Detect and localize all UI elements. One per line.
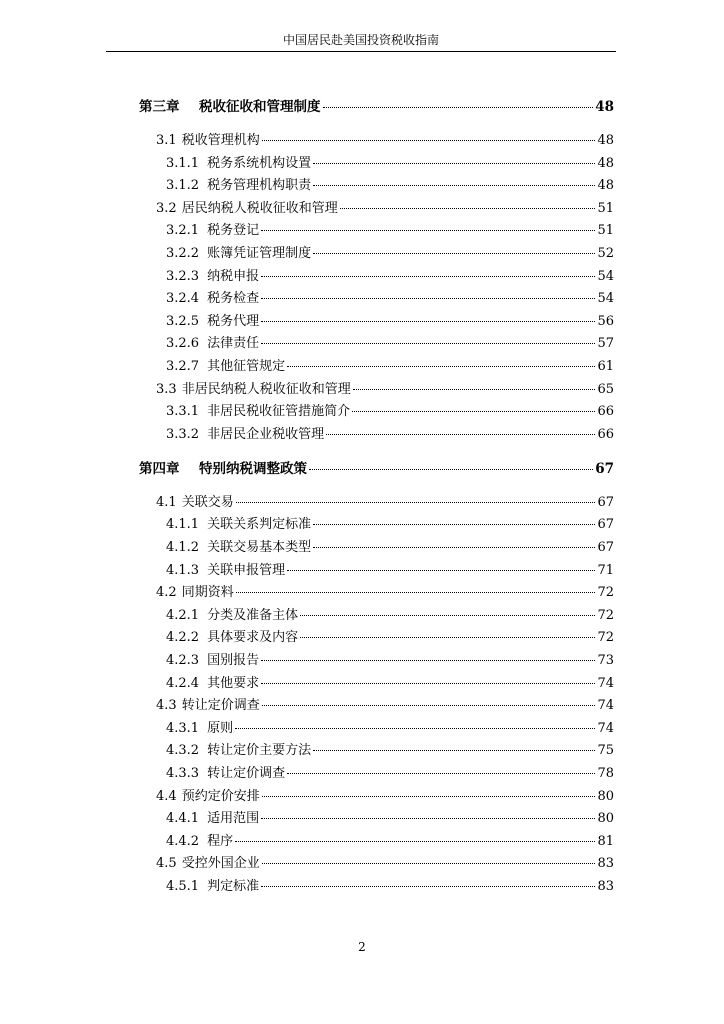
toc-entry-title: 纳税申报 (207, 268, 260, 284)
toc-entry-page: 61 (597, 359, 614, 374)
running-header: 中国居民赴美国投资税收指南 (282, 33, 439, 47)
toc-entry-title: 税务管理机构职责 (207, 178, 312, 194)
toc-entry-page: 74 (597, 698, 614, 714)
toc-subsection-entry[interactable] (166, 878, 614, 896)
dot-leader (261, 817, 595, 819)
toc-entry-number: 4.3.1 (166, 720, 200, 736)
dot-leader (313, 749, 595, 751)
toc-subsection-entry[interactable] (166, 177, 614, 195)
toc-entry-title: 转让定价调查 (181, 698, 260, 714)
dot-leader (353, 388, 596, 390)
toc-entry-page: 80 (597, 811, 614, 827)
toc-entry-title: 其他征管规定 (207, 359, 286, 374)
toc-section-entry[interactable] (156, 494, 614, 512)
toc-entry-number: 3.1.1 (166, 155, 200, 171)
toc-entry-page: 67 (595, 460, 614, 477)
toc-entry-number: 4.3 (156, 698, 177, 714)
dot-leader (352, 410, 595, 412)
toc-entry-title: 适用范围 (207, 811, 260, 827)
toc-entry-title: 关联交易 (181, 494, 234, 510)
toc-subsection-entry[interactable] (166, 222, 614, 240)
toc-entry-number: 4.3.2 (166, 743, 200, 759)
toc-section-entry[interactable] (156, 584, 614, 602)
toc-entry-number: 第四章 (139, 460, 180, 477)
toc-entry-page: 66 (597, 426, 614, 442)
toc-entry-title: 账簿凭证管理制度 (207, 246, 312, 261)
dot-leader (313, 252, 595, 254)
toc-subsection-entry[interactable] (166, 358, 614, 376)
toc-subsection-entry[interactable] (166, 516, 614, 534)
toc-entry-page: 83 (597, 856, 614, 872)
toc-entry-number: 4.2.4 (166, 675, 200, 691)
dot-leader (313, 184, 595, 186)
dot-leader (261, 275, 595, 277)
toc-entry-number: 4.5.1 (166, 879, 200, 894)
toc-subsection-entry[interactable] (166, 720, 614, 738)
toc-entry-number: 4.4.2 (166, 833, 200, 849)
toc-entry-page: 54 (597, 291, 614, 307)
dot-leader (261, 297, 595, 299)
toc-entry-title: 具体要求及内容 (207, 630, 299, 646)
toc-entry-number: 4.1.3 (166, 562, 200, 578)
toc-entry-page: 72 (597, 607, 614, 623)
toc-subsection-entry[interactable] (166, 742, 614, 760)
toc-entry-title: 国别报告 (207, 653, 260, 668)
page-number: 2 (358, 940, 366, 954)
dot-leader (326, 433, 595, 435)
toc-entry-title: 税收管理机构 (181, 133, 260, 148)
toc-entry-page: 71 (597, 562, 614, 578)
toc-entry-title: 税务登记 (207, 223, 260, 239)
dot-leader (261, 885, 595, 887)
dot-leader (262, 139, 596, 141)
toc-entry-title: 非居民纳税人税收征收和管理 (181, 381, 351, 397)
toc-subsection-entry[interactable] (166, 245, 614, 263)
dot-leader (261, 229, 595, 231)
toc-entry-number: 3.2.3 (166, 268, 200, 284)
toc-entry-title: 非居民企业税收管理 (207, 426, 325, 442)
toc-subsection-entry[interactable] (166, 810, 614, 828)
toc-entry-page: 74 (597, 720, 614, 736)
dot-leader (235, 840, 595, 842)
toc-subsection-entry[interactable] (166, 403, 614, 421)
dot-leader (261, 682, 595, 684)
toc-entry-number: 3.3.2 (166, 426, 200, 442)
dot-leader (262, 795, 596, 797)
toc-entry-number: 4.1.1 (166, 517, 200, 533)
toc-subsection-entry[interactable] (166, 539, 614, 557)
dot-leader (313, 523, 595, 525)
toc-entry-page: 73 (597, 653, 614, 668)
toc-entry-number: 3.2.1 (166, 223, 200, 239)
toc-entry-title: 预约定价安排 (181, 788, 260, 804)
toc-entry-number: 4.1 (156, 494, 177, 510)
toc-entry-title: 居民纳税人税收征收和管理 (181, 200, 338, 216)
dot-leader (300, 614, 595, 616)
toc-entry-page: 52 (597, 246, 614, 261)
toc-entry-number: 4.2.2 (166, 630, 200, 646)
dot-leader (323, 106, 594, 108)
toc-entry-title: 判定标准 (207, 879, 260, 894)
toc-section-entry[interactable] (156, 788, 614, 806)
dot-leader (261, 342, 595, 344)
toc-entry-page: 80 (597, 788, 614, 804)
toc-entry-title: 原则 (207, 720, 234, 736)
toc-subsection-entry[interactable] (166, 675, 614, 693)
toc-entry-title: 同期资料 (181, 585, 234, 601)
toc-entry-page: 83 (597, 879, 614, 894)
toc-subsection-entry[interactable] (166, 652, 614, 670)
toc-entry-title: 转让定价主要方法 (207, 743, 312, 759)
toc-entry-number: 3.2 (156, 200, 177, 216)
toc-subsection-entry[interactable] (166, 290, 614, 308)
dot-leader (287, 569, 595, 571)
dot-leader (236, 591, 596, 593)
toc-entry-title: 分类及准备主体 (207, 607, 299, 623)
toc-entry-number: 4.1.2 (166, 540, 200, 555)
toc-section-entry[interactable] (156, 697, 614, 715)
toc-subsection-entry[interactable] (166, 155, 614, 173)
toc-entry-title: 转让定价调查 (207, 766, 286, 781)
toc-entry-title: 关联关系判定标准 (207, 517, 312, 533)
dot-leader (236, 501, 596, 503)
toc-entry-page: 48 (595, 99, 614, 115)
toc-entry-page: 67 (597, 494, 614, 510)
toc-entry-page: 56 (597, 313, 614, 329)
toc-entry-title: 关联交易基本类型 (207, 540, 312, 555)
toc-entry-number: 3.2.6 (166, 336, 200, 352)
toc-entry-page: 65 (597, 381, 614, 397)
toc-entry-title: 关联申报管理 (207, 562, 286, 578)
toc-entry-title: 税务检查 (207, 291, 260, 307)
toc-entry-number: 4.2.1 (166, 607, 200, 623)
toc-entry-page: 67 (597, 517, 614, 533)
toc-entry-page: 51 (597, 223, 614, 239)
toc-subsection-entry[interactable] (166, 833, 614, 851)
toc-entry-page: 78 (597, 766, 614, 781)
toc-entry-page: 66 (597, 404, 614, 420)
toc-entry-number: 3.2.2 (166, 246, 200, 261)
dot-leader (262, 862, 596, 864)
toc-entry-number: 4.5 (156, 856, 177, 872)
toc-section-entry[interactable] (156, 855, 614, 873)
toc-entry-number: 4.3.3 (166, 766, 200, 781)
toc-entry-title: 税务系统机构设置 (207, 155, 312, 171)
dot-leader (287, 365, 595, 367)
toc-entry-number: 3.3.1 (166, 404, 200, 420)
toc-entry-number: 第三章 (139, 99, 180, 115)
dot-leader (300, 636, 595, 638)
dot-leader (313, 546, 595, 548)
dot-leader (261, 659, 595, 661)
toc-entry-title: 法律责任 (207, 336, 260, 352)
toc-entry-page: 72 (597, 630, 614, 646)
header-rule (106, 51, 616, 52)
toc-entry-number: 3.2.4 (166, 291, 200, 307)
toc-entry-title: 其他要求 (207, 675, 260, 691)
toc-subsection-entry[interactable] (166, 335, 614, 353)
toc-entry-title: 程序 (207, 833, 234, 849)
toc-section-entry[interactable] (156, 132, 614, 150)
toc-entry-page: 48 (597, 133, 614, 148)
toc-entry-page: 48 (597, 178, 614, 194)
toc-entry-number: 3.2.7 (166, 359, 200, 374)
toc-entry-number: 4.2.3 (166, 653, 200, 668)
toc-entry-page: 51 (597, 200, 614, 216)
toc-section-entry[interactable] (156, 200, 614, 218)
toc-entry-page: 54 (597, 268, 614, 284)
toc-subsection-entry[interactable] (166, 268, 614, 286)
toc-entry-page: 67 (597, 540, 614, 555)
dot-leader (235, 727, 595, 729)
toc-entry-title: 受控外国企业 (181, 856, 260, 872)
toc-subsection-entry[interactable] (166, 562, 614, 580)
toc-entry-page: 57 (597, 336, 614, 352)
dot-leader (309, 468, 593, 470)
toc-entry-page: 74 (597, 675, 614, 691)
toc-subsection-entry[interactable] (166, 629, 614, 647)
toc-subsection-entry[interactable] (166, 313, 614, 331)
toc-subsection-entry[interactable] (166, 426, 614, 444)
toc-entry-title: 税收征收和管理制度 (199, 99, 321, 115)
toc-entry-number: 4.2 (156, 585, 177, 601)
toc-section-entry[interactable] (156, 381, 614, 399)
dot-leader (261, 320, 595, 322)
toc-entry-page: 81 (597, 833, 614, 849)
toc-entry-number: 4.4 (156, 788, 177, 804)
toc-entry-number: 3.3 (156, 381, 177, 397)
dot-leader (340, 207, 596, 209)
toc-entry-title: 非居民税收征管措施简介 (207, 404, 351, 420)
toc-entry-title: 特别纳税调整政策 (199, 460, 307, 477)
toc-entry-number: 3.1.2 (166, 178, 200, 194)
toc-entry-page: 48 (597, 155, 614, 171)
toc-entry-number: 3.1 (156, 133, 177, 148)
toc-entry-number: 3.2.5 (166, 313, 200, 329)
toc-entry-page: 75 (597, 743, 614, 759)
toc-entry-number: 4.4.1 (166, 811, 200, 827)
toc-chapter-entry[interactable] (139, 98, 614, 116)
dot-leader (287, 772, 595, 774)
toc-entry-title: 税务代理 (207, 313, 260, 329)
dot-leader (313, 162, 595, 164)
toc-subsection-entry[interactable] (166, 607, 614, 625)
dot-leader (262, 704, 596, 706)
toc-subsection-entry[interactable] (166, 765, 614, 783)
toc-entry-page: 72 (597, 585, 614, 601)
toc-chapter-entry[interactable] (139, 460, 614, 478)
